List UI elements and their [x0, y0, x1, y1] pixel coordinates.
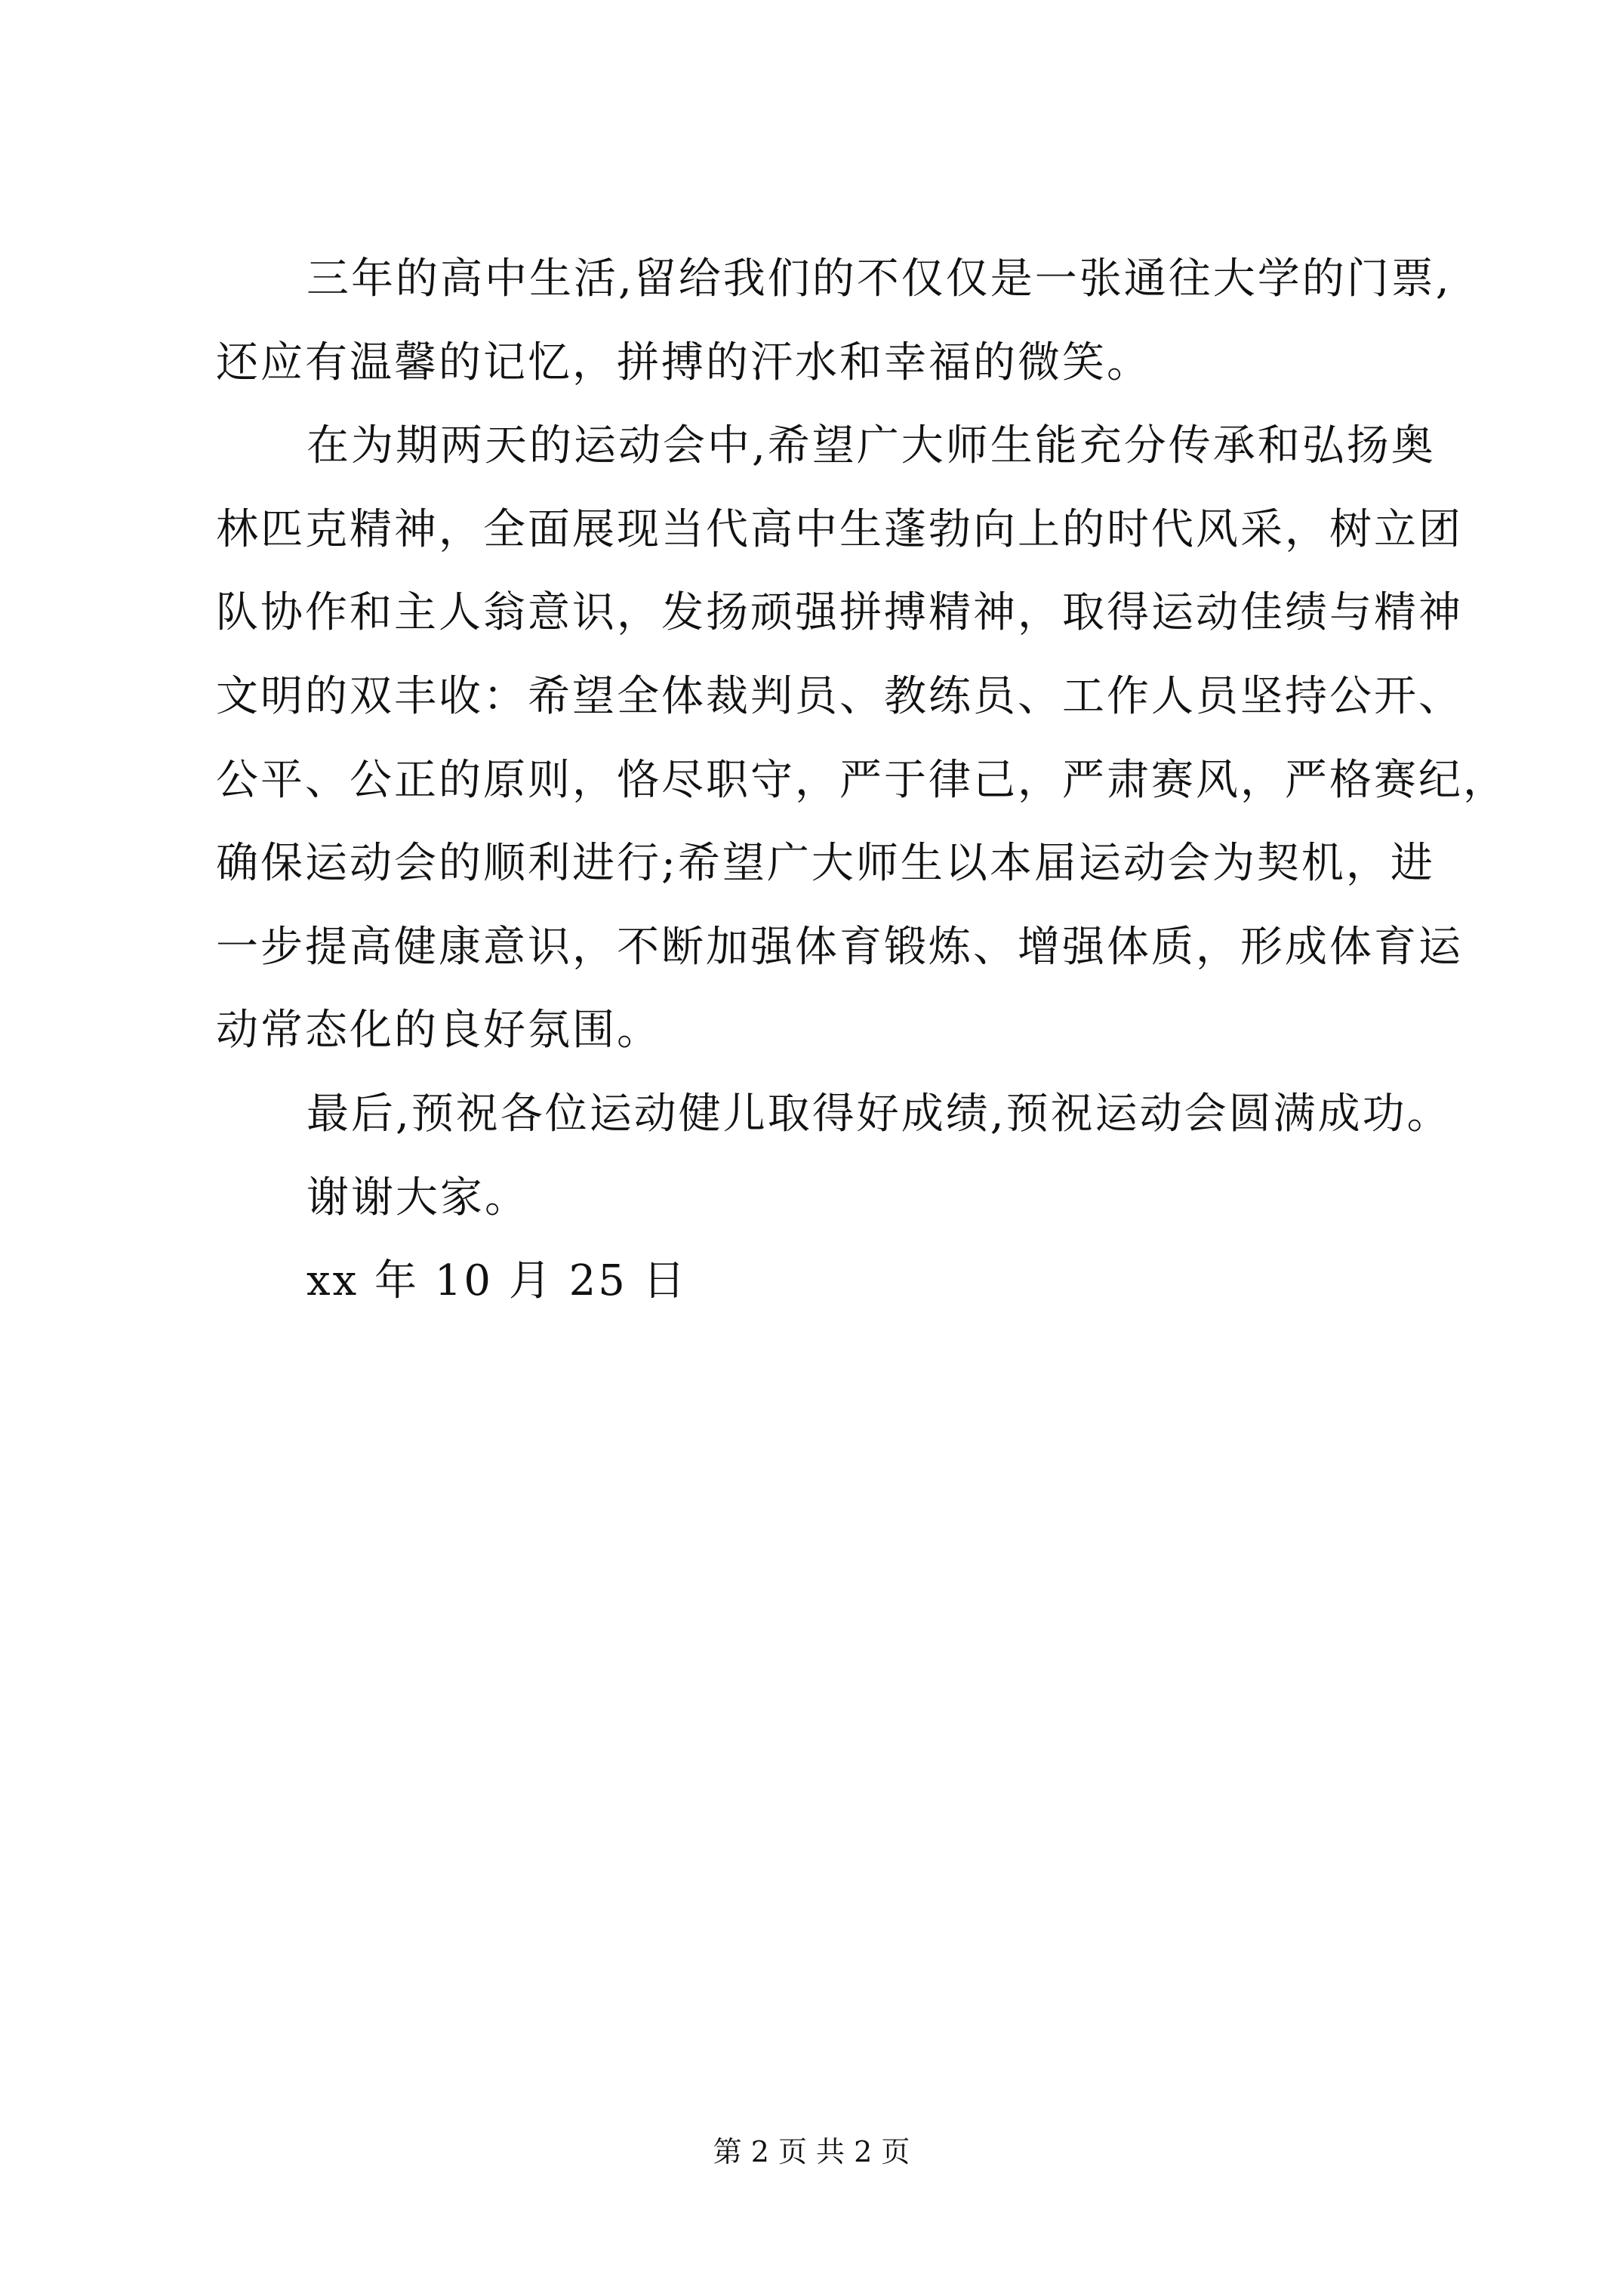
closing-wishes: 最后,预祝各位运动健儿取得好成绩,预祝运动会圆满成功。	[306, 1089, 1452, 1139]
document-body	[216, 249, 1508, 1335]
paragraph-2-line-6: 确保运动会的顺利进行;希望广大师生以本届运动会为契机，进	[216, 839, 1435, 889]
paragraph-2-line-1: 在为期两天的运动会中,希望广大师生能充分传承和弘扬奥	[306, 421, 1436, 471]
thanks-line: 谢谢大家。	[306, 1173, 529, 1222]
paragraph-2-line-4: 文明的双丰收：希望全体裁判员、教练员、工作人员坚持公开、	[216, 671, 1463, 721]
paragraph-2-line-7: 一步提高健康意识，不断加强体育锻炼、增强体质，形成体育运	[216, 922, 1463, 972]
paragraph-2-line-8: 动常态化的良好氛围。	[216, 1006, 661, 1056]
paragraph-1-line-1: 三年的高中生活,留给我们的不仅仅是一张通往大学的门票,	[306, 254, 1452, 304]
paragraph-1-line-2: 还应有温馨的记忆，拼搏的汗水和幸福的微笑。	[216, 337, 1151, 387]
paragraph-2-line-3: 队协作和主人翁意识，发扬顽强拼搏精神，取得运动佳绩与精神	[216, 588, 1463, 638]
page-number-footer: 第 2 页 共 2 页	[713, 2135, 910, 2168]
paragraph-2-line-2: 林匹克精神，全面展现当代高中生蓬勃向上的时代风采，树立团	[216, 504, 1463, 554]
date-line: xx 年 10 月 25 日	[306, 1256, 688, 1306]
paragraph-2-line-5: 公平、公正的原则，恪尽职守，严于律己，严肃赛风，严格赛纪，	[216, 755, 1508, 805]
